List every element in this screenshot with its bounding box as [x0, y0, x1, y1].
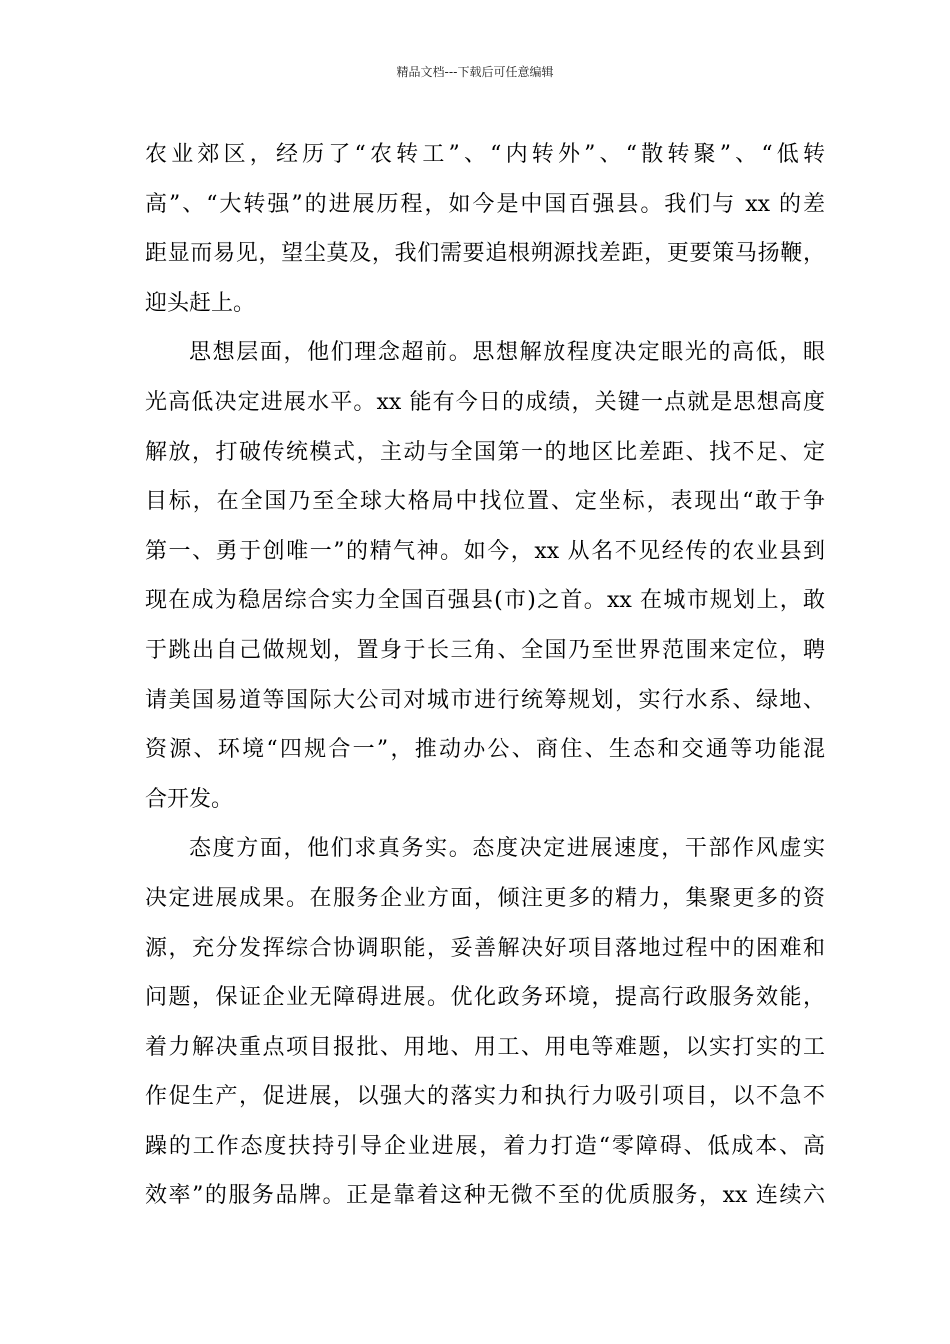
text-line: 现在成为稳居综合实力全国百强县(市)之首。xx 在城市规划上，敢 — [145, 588, 825, 614]
text-line: 距显而易见，望尘莫及，我们需要追根朔源找差距，更要策马扬鞭， — [145, 241, 825, 267]
text-line: 着力解决重点项目报批、用地、用工、用电等难题，以实打实的工 — [145, 1034, 825, 1060]
text-line: 资源、环境“四规合一”，推动办公、商住、生态和交通等功能混 — [145, 737, 825, 763]
text-line: 农业郊区，经历了“农转工”、“内转外”、“散转聚”、“低转 — [145, 142, 825, 167]
text-line: 决定进展成果。在服务企业方面，倾注更多的精力，集聚更多的资 — [145, 885, 825, 911]
text-line: 问题，保证企业无障碍进展。优化政务环境，提高行政服务效能， — [145, 985, 825, 1011]
paragraph-start-line: 思想层面，他们理念超前。思想解放程度决定眼光的高低，眼 — [189, 340, 825, 366]
text-line: 第一、勇于创唯一”的精气神。如今，xx 从名不见经传的农业县到 — [145, 538, 825, 564]
text-line: 目标，在全国乃至全球大格局中找位置、定坐标，表现出“敢于争 — [145, 489, 825, 515]
page-header: 精品文档---下载后可任意编辑 — [396, 65, 554, 79]
text-line: 躁的工作态度扶持引导企业进展，着力打造“零障碍、低成本、高 — [145, 1133, 825, 1159]
text-line: 解放，打破传统模式，主动与全国第一的地区比差距、找不足、定 — [145, 439, 825, 465]
text-line: 高”、“大转强”的进展历程，如今是中国百强县。我们与 xx 的差 — [145, 191, 825, 217]
paragraph-start-line: 态度方面，他们求真务实。态度决定进展速度，干部作风虚实 — [189, 836, 825, 862]
text-line: 源，充分发挥综合协调职能，妥善解决好项目落地过程中的困难和 — [145, 935, 825, 961]
text-line: 于跳出自己做规划，置身于长三角、全国乃至世界范围来定位，聘 — [145, 637, 825, 663]
text-line: 效率”的服务品牌。正是靠着这种无微不至的优质服务，xx 连续六 — [145, 1183, 825, 1209]
text-line: 合开发。 — [145, 786, 234, 812]
text-line: 迎头赶上。 — [145, 290, 256, 316]
document-body — [145, 130, 825, 1221]
text-line: 作促生产，促进展，以强大的落实力和执行力吸引项目，以不急不 — [145, 1084, 825, 1110]
text-line: 光高低决定进展水平。xx 能有今日的成绩，关键一点就是思想高度 — [145, 389, 825, 415]
text-line: 请美国易道等国际大公司对城市进行统筹规划，实行水系、绿地、 — [145, 687, 825, 713]
